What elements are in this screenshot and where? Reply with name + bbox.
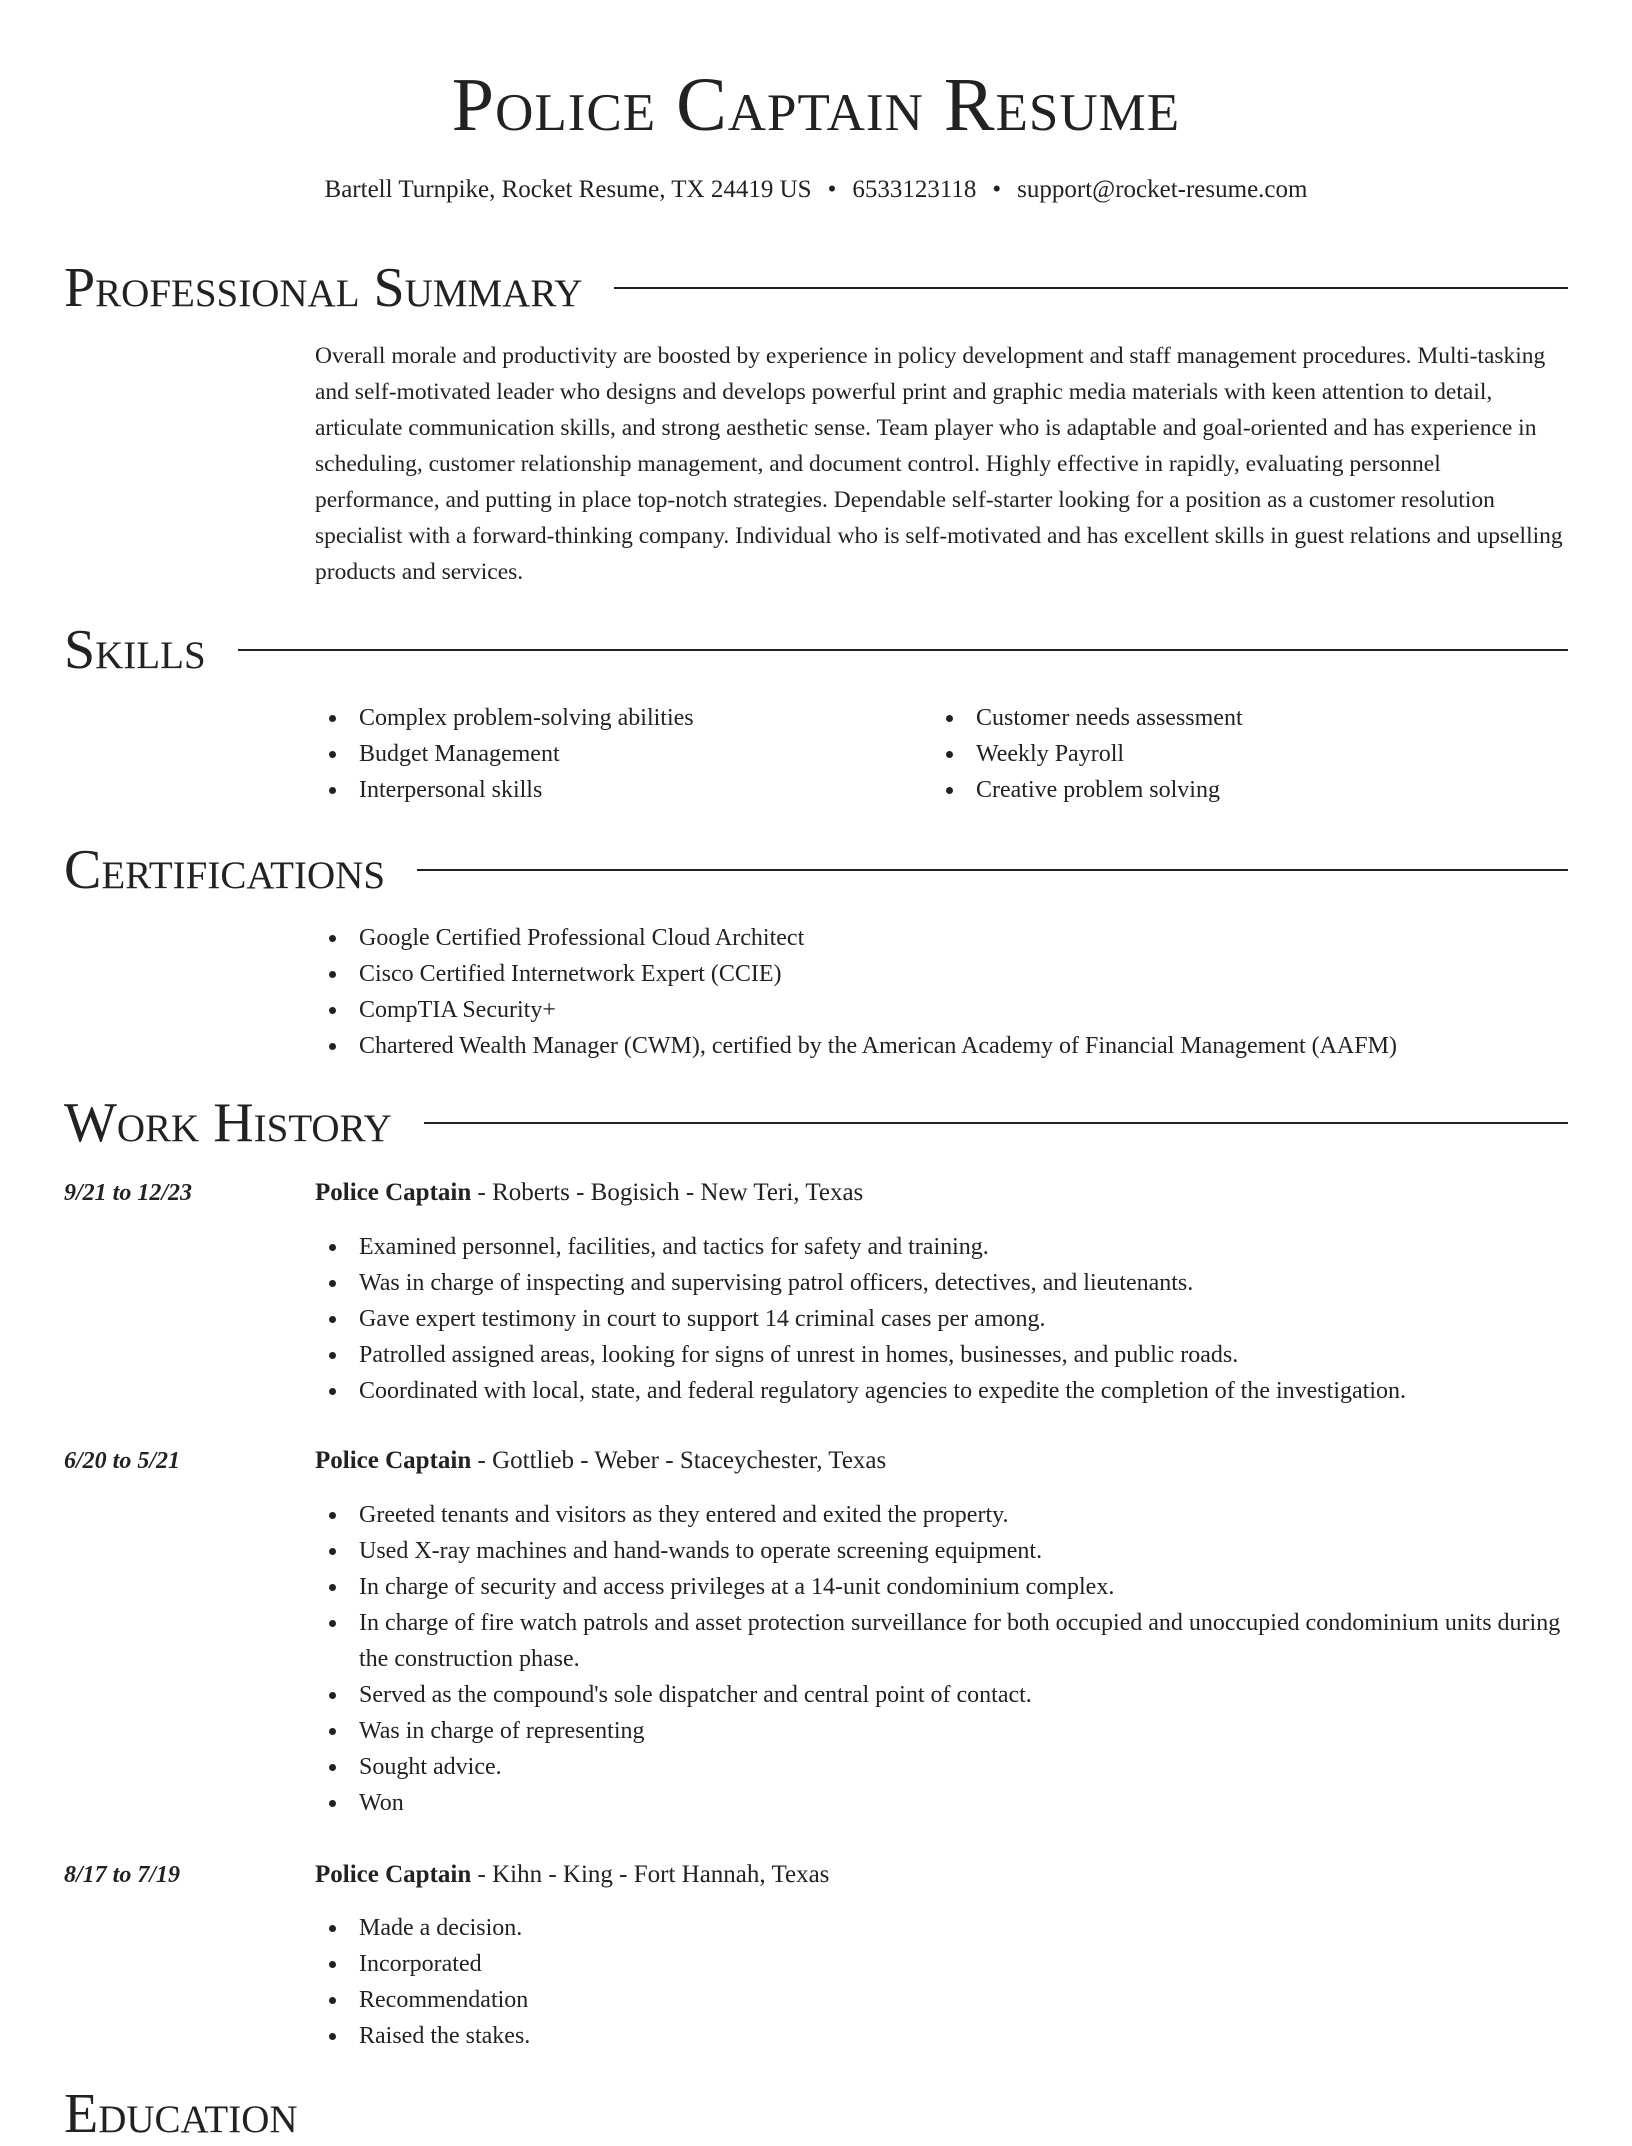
skill-item: Weekly Payroll: [932, 736, 1532, 772]
job-duty: In charge of fire watch patrols and asset protection surveillance for both occupied and unoccupied condominium units during the construction phase.: [315, 1605, 1575, 1677]
job-duties-list: [315, 1910, 1575, 2054]
job-dates: 9/21 to 12/23: [64, 1180, 193, 1206]
job-dates: 6/20 to 5/21: [64, 1448, 181, 1474]
job-duty: Used X-ray machines and hand-wands to operate screening equipment.: [315, 1533, 1575, 1569]
skills-list-right: [932, 700, 1532, 808]
resume-title: Police Captain Resume: [451, 63, 1181, 147]
job-title: Police Captain: [315, 1861, 472, 1888]
certification-item: CompTIA Security+: [315, 992, 1575, 1028]
job-header: [315, 1175, 863, 1211]
job-duty: Served as the compound's sole dispatcher and central point of contact.: [315, 1677, 1575, 1713]
job-header: [315, 1857, 829, 1893]
certification-item: Google Certified Professional Cloud Architect: [315, 920, 1575, 956]
skill-item: Customer needs assessment: [932, 700, 1532, 736]
job-employer: - Kihn - King - Fort Hannah, Texas: [471, 1861, 830, 1888]
section-divider: [238, 649, 1568, 651]
job-title: Police Captain: [315, 1447, 472, 1474]
job-employer: - Gottlieb - Weber - Staceychester, Texas: [471, 1447, 887, 1474]
skill-item: Interpersonal skills: [315, 772, 915, 808]
job-dates: 8/17 to 7/19: [64, 1862, 181, 1888]
job-duty: Raised the stakes.: [315, 2018, 1575, 2054]
job-duty: Coordinated with local, state, and federal regulatory agencies to expedite the completion of the investigation.: [315, 1373, 1575, 1409]
job-duties-list: [315, 1497, 1575, 1821]
contact-separator: •: [992, 176, 1002, 203]
section-skills: [64, 618, 1568, 682]
job-duty: Won: [315, 1785, 1575, 1821]
job-duty: Was in charge of inspecting and supervising patrol officers, detectives, and lieutenants.: [315, 1265, 1575, 1301]
job-duty: Was in charge of representing: [315, 1713, 1575, 1749]
section-certifications: [64, 838, 1568, 902]
contact-separator: •: [827, 176, 837, 203]
section-education: [64, 2082, 1568, 2146]
contact-address: Bartell Turnpike, Rocket Resume, TX 24419 US: [324, 176, 812, 203]
certifications-list: [315, 920, 1575, 1064]
job-duties-list: [315, 1229, 1575, 1409]
skill-item: Budget Management: [315, 736, 915, 772]
section-heading: Certifications: [64, 839, 386, 901]
job-duty: Made a decision.: [315, 1910, 1575, 1946]
job-title: Police Captain: [315, 1179, 472, 1206]
certification-item: Cisco Certified Internetwork Expert (CCIE): [315, 956, 1575, 992]
job-duty: Patrolled assigned areas, looking for signs of unrest in homes, businesses, and public roads.: [315, 1337, 1575, 1373]
skill-item: Complex problem-solving abilities: [315, 700, 915, 736]
summary-text: Overall morale and productivity are boosted by experience in policy development and staff management procedures. Multi-tasking and self-motivated leader who designs and develops powerful print and graphic media materials with keen attention to detail, articulate communication skills, and strong aesthetic sense. Team player who is adaptable and goal-oriented and has experience in scheduling, customer relationship management, and document control. Highly effective in rapidly, evaluating personnel performance, and putting in place top-notch strategies. Dependable self-starter looking for a position as a customer resolution specialist with a forward-thinking company. Individual who is self-motivated and has excellent skills in guest relations and upselling products and services.: [315, 343, 1563, 585]
contact-line: [0, 172, 1632, 208]
section-divider: [417, 869, 1568, 871]
job-duty: Sought advice.: [315, 1749, 1575, 1785]
contact-email: support@rocket-resume.com: [1017, 176, 1308, 203]
section-heading: Professional Summary: [64, 257, 583, 319]
job-header: [315, 1443, 886, 1479]
section-divider: [424, 1122, 1568, 1124]
section-heading: Education: [64, 2083, 298, 2145]
section-heading: Skills: [64, 619, 206, 681]
job-employer: - Roberts - Bogisich - New Teri, Texas: [471, 1179, 864, 1206]
job-duty: Examined personnel, facilities, and tactics for safety and training.: [315, 1229, 1575, 1265]
certification-item: Chartered Wealth Manager (CWM), certified by the American Academy of Financial Management (AAFM): [315, 1028, 1575, 1064]
job-duty: Recommendation: [315, 1982, 1575, 2018]
section-work-history: [64, 1091, 1568, 1155]
section-heading: Work History: [64, 1092, 392, 1154]
skill-item: Creative problem solving: [932, 772, 1532, 808]
section-divider: [614, 287, 1568, 289]
job-duty: In charge of security and access privileges at a 14-unit condominium complex.: [315, 1569, 1575, 1605]
job-duty: Gave expert testimony in court to support 14 criminal cases per among.: [315, 1301, 1575, 1337]
contact-phone: 6533123118: [852, 176, 977, 203]
job-duty: Incorporated: [315, 1946, 1575, 1982]
job-duty: Greeted tenants and visitors as they entered and exited the property.: [315, 1497, 1575, 1533]
section-professional-summary: [64, 256, 1568, 320]
skills-list-left: [315, 700, 915, 808]
